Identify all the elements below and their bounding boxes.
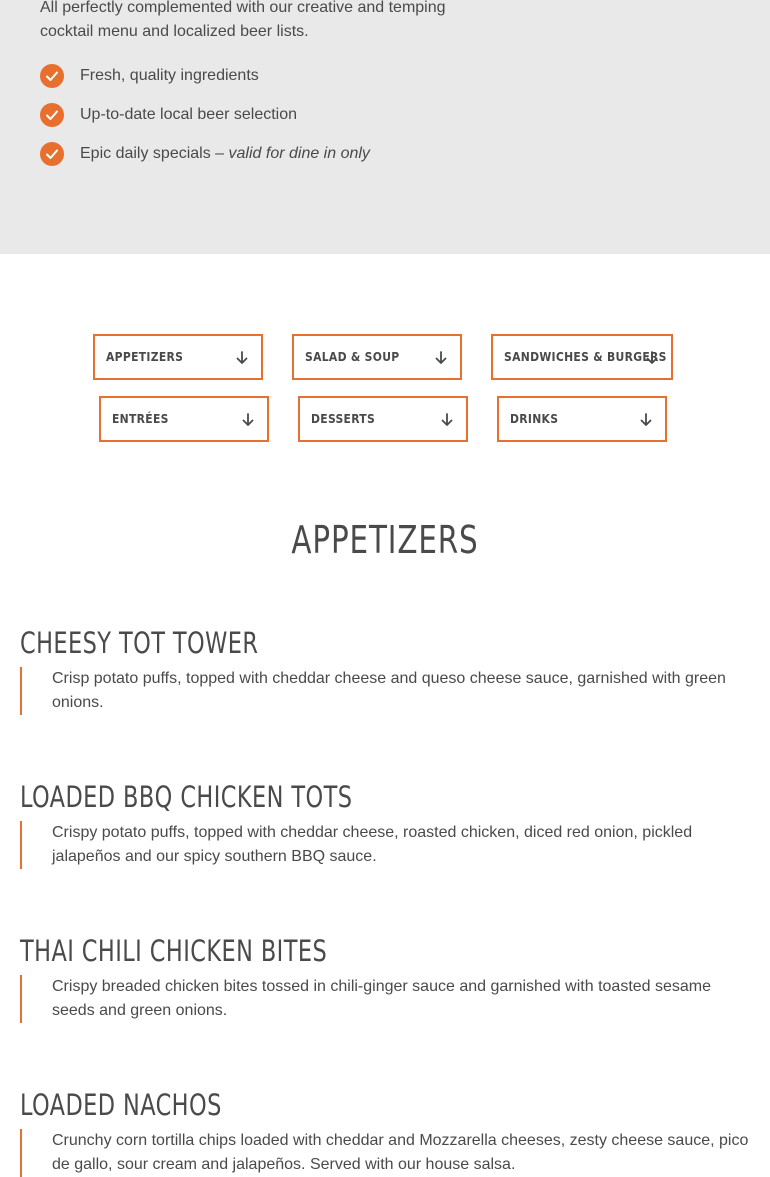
tab-sandwiches-burgers[interactable]: [491, 334, 673, 380]
tab-label: APPETIZERS: [106, 350, 184, 364]
menu-item-name: CHEESY TOT TOWER: [20, 626, 259, 660]
accent-bar: [20, 821, 22, 869]
menu-item: [20, 779, 750, 869]
tab-drinks[interactable]: [497, 396, 667, 442]
menu-item: [20, 625, 750, 715]
feature-text: Fresh, quality ingredients: [80, 67, 259, 84]
arrow-down-icon: [241, 412, 255, 428]
accent-bar: [20, 1129, 22, 1177]
menu-item-name: THAI CHILI CHICKEN BITES: [20, 934, 328, 968]
intro-band: [0, 0, 770, 254]
tab-salad-soup[interactable]: [292, 334, 462, 380]
tab-label: ENTRÉES: [112, 412, 169, 426]
menu-item-description: [20, 667, 750, 715]
feature-text: Up-to-date local beer selection: [80, 106, 298, 123]
tab-label: SALAD & SOUP: [305, 350, 400, 364]
tab-label: SANDWICHES & BURGERS: [504, 350, 667, 364]
feature-emphasis: valid for dine in only: [228, 145, 370, 162]
arrow-down-icon: [434, 350, 448, 366]
section-title: APPETIZERS: [291, 518, 479, 562]
tab-label: DRINKS: [510, 412, 559, 426]
arrow-down-icon: [235, 350, 249, 366]
arrow-down-icon: [645, 350, 659, 366]
check-circle-icon: [40, 103, 64, 127]
accent-bar: [20, 667, 22, 715]
tab-appetizers[interactable]: [93, 334, 263, 380]
feature-item: [40, 102, 370, 141]
menu-item-description: [20, 975, 750, 1023]
check-circle-icon: [40, 64, 64, 88]
menu-item-description: [20, 1129, 750, 1177]
tab-desserts[interactable]: [298, 396, 468, 442]
menu-item-description-text: Crispy potato puffs, topped with cheddar cheese, roasted chicken, diced red onion, pickled jalapeños and our spicy southern BBQ sauce.: [52, 824, 693, 865]
accent-bar: [20, 975, 22, 1023]
tab-entrees[interactable]: [99, 396, 269, 442]
feature-item: [40, 63, 370, 102]
feature-text: Epic daily specials –: [80, 145, 229, 162]
menu-item: [20, 1087, 750, 1177]
menu-item: [20, 933, 750, 1023]
menu-item-description: [20, 821, 750, 869]
tab-label: DESSERTS: [311, 412, 376, 426]
menu-item-description-text: Crisp potato puffs, topped with cheddar cheese and queso cheese sauce, garnished with green onions.: [52, 670, 726, 711]
menu-item-name: LOADED BBQ CHICKEN TOTS: [20, 780, 353, 814]
menu-item-name: LOADED NACHOS: [20, 1088, 222, 1122]
menu-item-description-text: Crispy breaded chicken bites tossed in chili-ginger sauce and garnished with toasted sesame seeds and green onions.: [52, 978, 712, 1019]
arrow-down-icon: [440, 412, 454, 428]
intro-text: All perfectly complemented with our creative and temping cocktail menu and localized beer lists.: [40, 0, 446, 40]
feature-list: [40, 63, 370, 180]
feature-item: [40, 141, 370, 180]
menu-item-description-text: Crunchy corn tortilla chips loaded with cheddar and Mozzarella cheeses, zesty cheese sauce, pico de gallo, sour cream and jalapeños. Served with our house salsa.: [52, 1132, 749, 1173]
arrow-down-icon: [639, 412, 653, 428]
check-circle-icon: [40, 142, 64, 166]
